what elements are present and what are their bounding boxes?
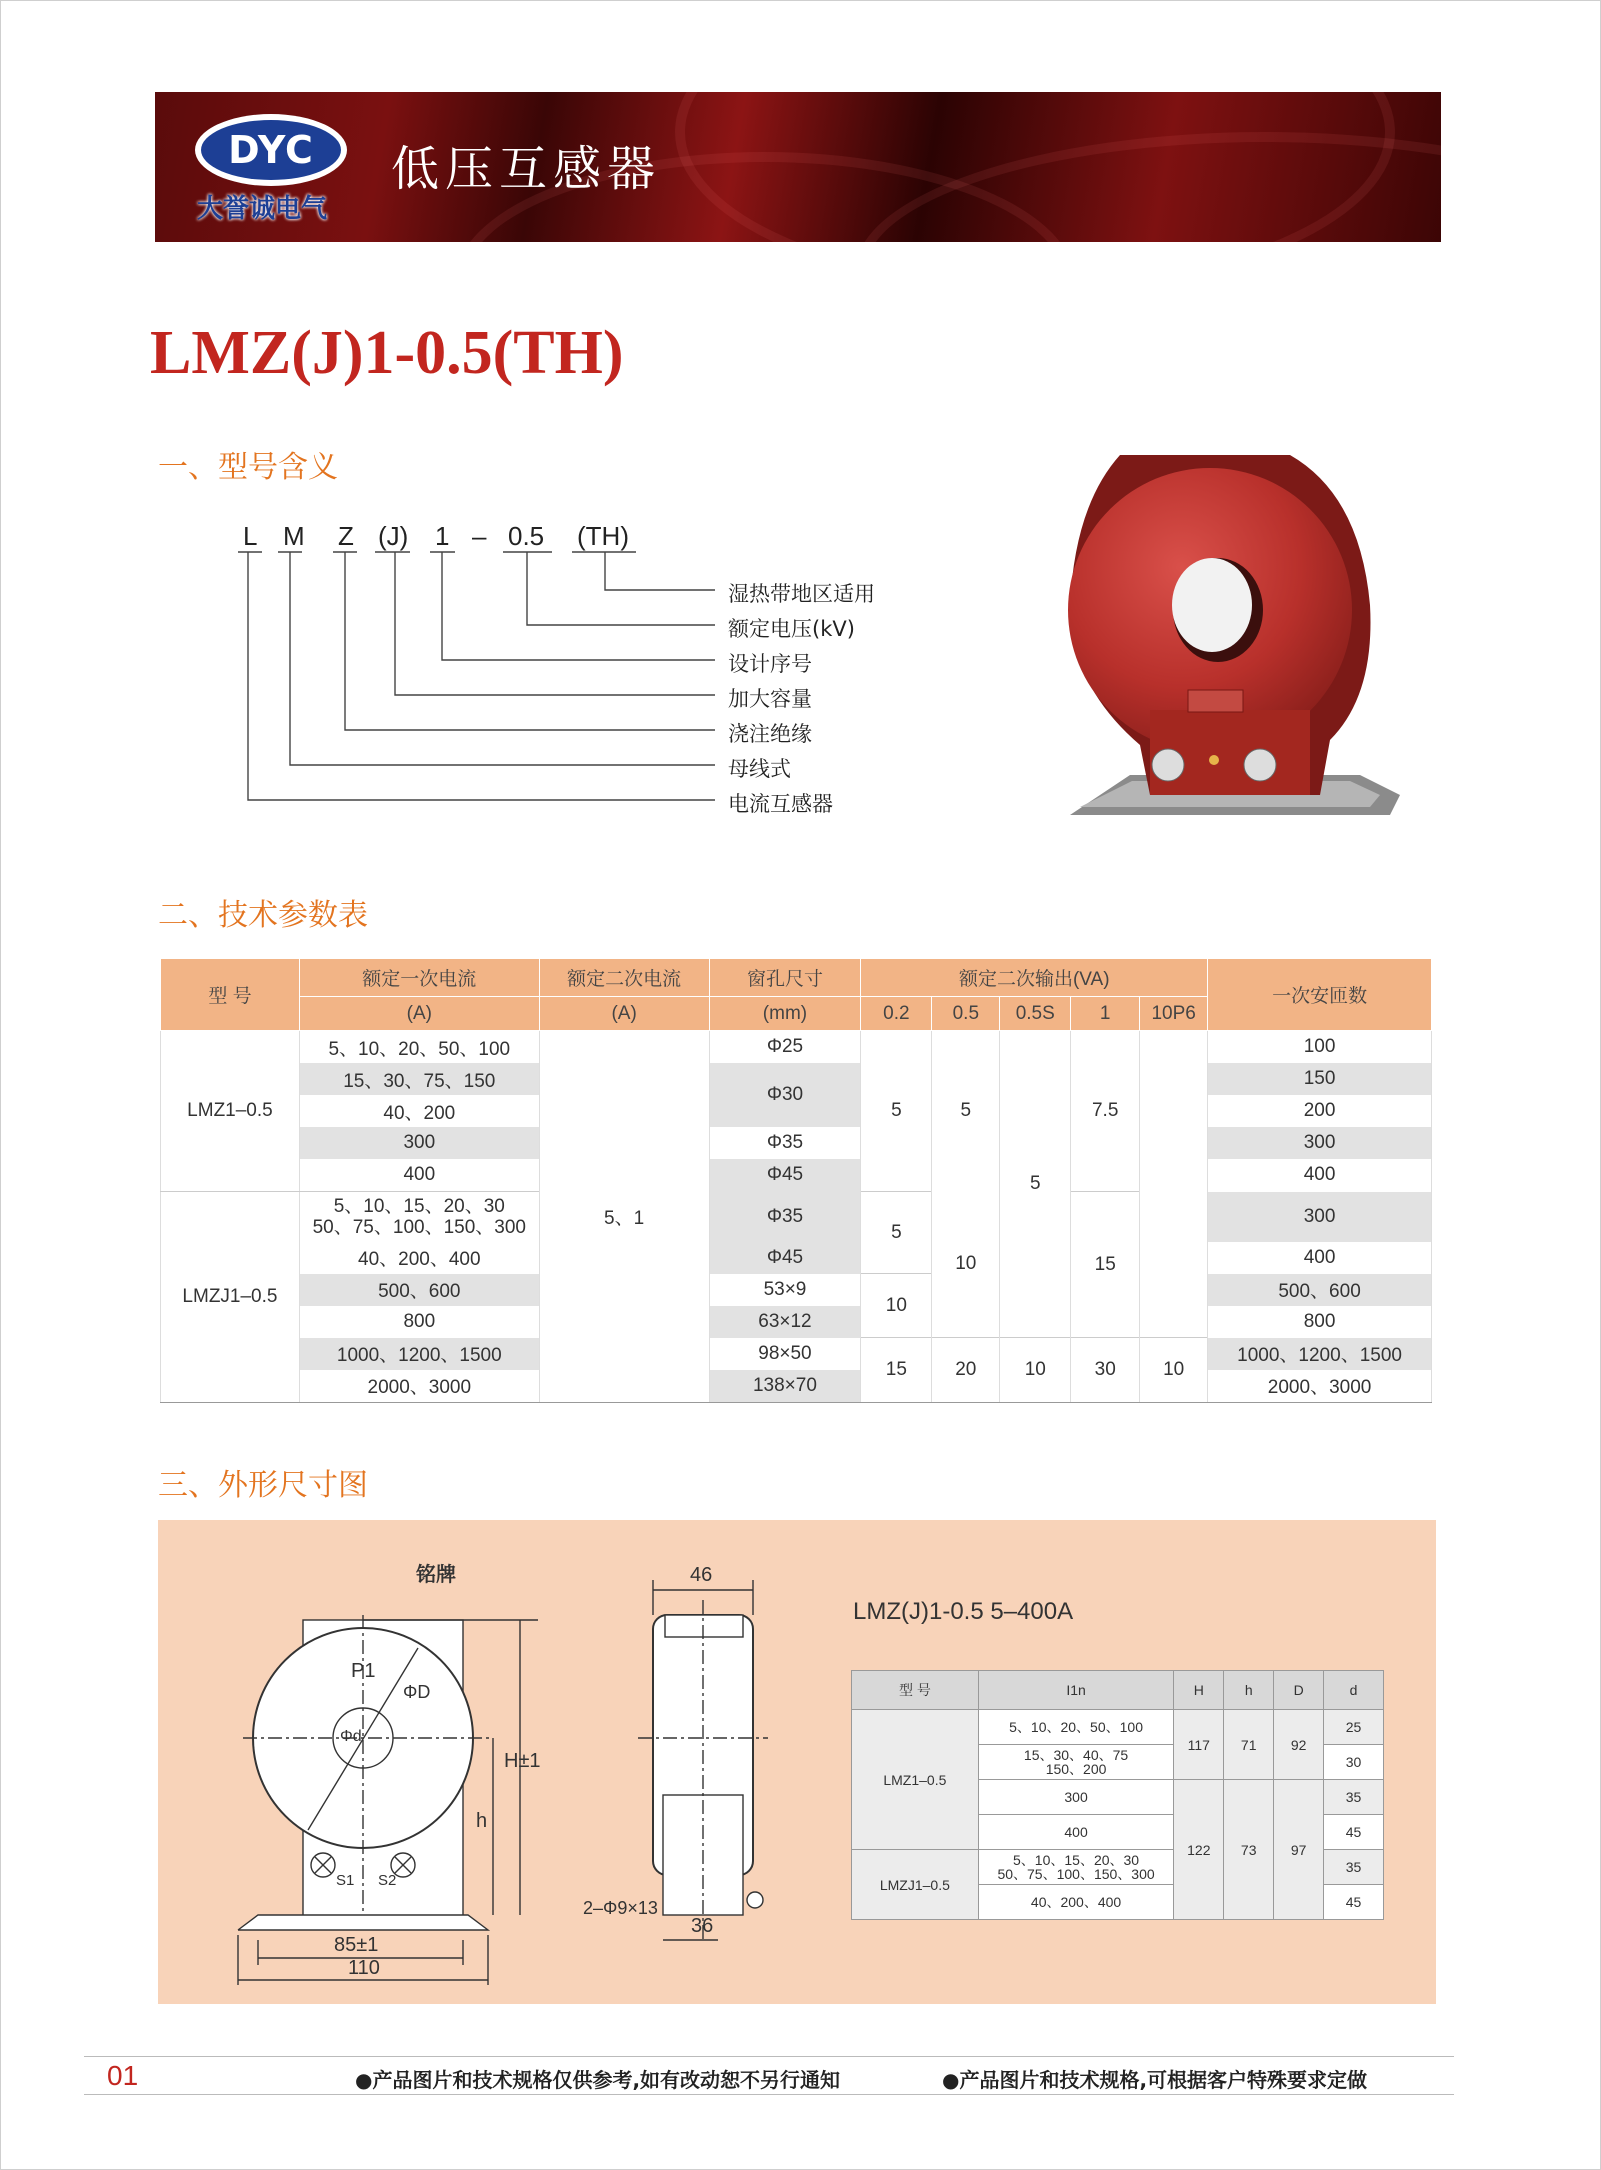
cell-turns: 400 (1208, 1159, 1432, 1192)
label-p1: P1 (351, 1660, 376, 1682)
th-class: 0.5 (932, 997, 1000, 1031)
dim-model: LMZ1–0.5 (852, 1710, 979, 1850)
code-meaning: 母线式 (728, 757, 791, 781)
code-meaning: 额定电压(kV) (728, 617, 855, 641)
dim-D: 92 (1274, 1710, 1324, 1780)
label-s1: S1 (336, 1872, 355, 1889)
cell-window: Φ35 (709, 1192, 861, 1242)
cell-window: Φ45 (709, 1159, 861, 1192)
dim-i1n: 5、10、20、50、100 (978, 1710, 1174, 1745)
cell-window: Φ45 (709, 1242, 861, 1274)
section-heading-model-meaning: 一、型号含义 (158, 450, 338, 485)
cell-current: 300 (299, 1127, 539, 1159)
dim-th: 型 号 (852, 1671, 979, 1710)
cell-window: 138×70 (709, 1370, 861, 1403)
table-row (161, 1127, 1432, 1159)
dim-H: 122 (1174, 1780, 1224, 1920)
footer-divider (84, 2056, 1454, 2057)
dim-d: 30 (1324, 1745, 1384, 1780)
th-class: 0.5S (1000, 997, 1071, 1031)
cell-current: 15、30、75、150 (299, 1063, 539, 1095)
cell-window: Φ30 (709, 1063, 861, 1127)
th-class: 10P6 (1140, 997, 1208, 1031)
cell-turns: 800 (1208, 1306, 1432, 1338)
table-row (161, 1159, 1432, 1192)
cell-turns: 1000、1200、1500 (1208, 1338, 1432, 1370)
code-char: – (472, 521, 487, 551)
cell-turns: 100 (1208, 1031, 1432, 1064)
cell-current: 400 (299, 1159, 539, 1192)
cell-current: 500、600 (299, 1274, 539, 1306)
th-output: 额定二次输出(VA) (861, 959, 1208, 997)
dimension-drawing (158, 1520, 778, 2004)
table-row (161, 1274, 1432, 1306)
dimension-table (851, 1670, 1384, 1920)
cell-turns: 150 (1208, 1063, 1432, 1095)
cell-output: 10 (861, 1274, 932, 1338)
tech-params-table (160, 958, 1432, 1403)
dim-d: 35 (1324, 1850, 1384, 1885)
dim-D: 97 (1274, 1780, 1324, 1920)
label-s2: S2 (378, 1872, 397, 1889)
code-meaning: 浇注绝缘 (728, 722, 812, 746)
cell-turns: 400 (1208, 1242, 1432, 1274)
code-meaning: 加大容量 (728, 687, 812, 711)
code-char: (J) (378, 521, 409, 551)
cell-secondary: 5、1 (539, 1031, 709, 1403)
dim-d: 25 (1324, 1710, 1384, 1745)
section-heading-tech-params: 二、技术参数表 (158, 898, 368, 933)
cell-turns: 2000、3000 (1208, 1370, 1432, 1403)
table-row (161, 1063, 1432, 1095)
cell-output: 5 (1000, 1031, 1071, 1338)
cell-window: Φ35 (709, 1127, 861, 1159)
dim-i1n (978, 1850, 1174, 1885)
label-phiD: ΦD (403, 1682, 431, 1702)
code-meaning: 电流互感器 (728, 792, 833, 816)
label-nameplate: 铭牌 (416, 1564, 456, 1586)
code-meaning: 设计序号 (728, 652, 812, 676)
section-heading-dimensions: 三、外形尺寸图 (158, 1468, 368, 1503)
cell-turns: 200 (1208, 1095, 1432, 1127)
table-row (161, 1306, 1432, 1338)
dim-d: 35 (1324, 1780, 1384, 1815)
cell-turns: 500、600 (1208, 1274, 1432, 1306)
cell-window: Φ25 (709, 1031, 861, 1064)
i1n-line: 150、200 (1045, 1761, 1107, 1777)
cell-turns: 300 (1208, 1127, 1432, 1159)
current-line: 50、75、100、150、300 (312, 1216, 526, 1238)
product-model-title: LMZ(J)1-0.5(TH) (150, 319, 624, 387)
dim-H: 117 (1174, 1710, 1224, 1780)
dim-i1n: 400 (978, 1815, 1174, 1850)
dimension-panel (158, 1520, 1436, 2004)
cell-output: 10 (1000, 1338, 1071, 1403)
dim-model: LMZJ1–0.5 (852, 1850, 979, 1920)
logo-text: DYC (201, 120, 341, 180)
cell-current: 1000、1200、1500 (299, 1338, 539, 1370)
cell-model: LMZJ1–0.5 (161, 1192, 300, 1403)
cell-current: 2000、3000 (299, 1370, 539, 1403)
code-char: Z (338, 521, 354, 551)
cell-output: 30 (1071, 1338, 1140, 1403)
label-width-85: 85±1 (334, 1934, 379, 1956)
cell-current (299, 1192, 539, 1242)
dimension-caption: LMZ(J)1-0.5 5–400A (853, 1598, 1074, 1625)
cell-window: 63×12 (709, 1306, 861, 1338)
label-phid: Φd (340, 1728, 362, 1745)
cell-output: 20 (932, 1338, 1000, 1403)
dim-th: D (1274, 1671, 1324, 1710)
cell-output: 5 (932, 1031, 1000, 1192)
dim-th: h (1224, 1671, 1274, 1710)
label-side-46: 46 (690, 1564, 713, 1586)
table-row (161, 1370, 1432, 1403)
code-char: (TH) (577, 521, 629, 551)
cell-output (1140, 1031, 1208, 1338)
i1n-line: 15、30、40、75 (1023, 1747, 1129, 1763)
product-photo (1060, 455, 1410, 825)
table-row (161, 1031, 1432, 1064)
label-width-110: 110 (348, 1957, 380, 1979)
cell-current: 800 (299, 1306, 539, 1338)
cell-output: 15 (1071, 1192, 1140, 1338)
th-class: 0.2 (861, 997, 932, 1031)
dim-h: 71 (1224, 1710, 1274, 1780)
table-row (161, 1192, 1432, 1242)
th-window: 窗孔尺寸 (709, 959, 861, 997)
cell-window: 53×9 (709, 1274, 861, 1306)
current-line: 5、10、15、20、30 (333, 1195, 505, 1217)
dim-i1n: 40、200、400 (978, 1885, 1174, 1920)
dim-th: H (1174, 1671, 1224, 1710)
th-model: 型 号 (161, 959, 300, 1031)
logo-subtext: 大誉诚电气 (197, 194, 328, 224)
th-class: 1 (1071, 997, 1140, 1031)
dim-d: 45 (1324, 1815, 1384, 1850)
dim-h: 73 (1224, 1780, 1274, 1920)
code-char: 0.5 (508, 521, 545, 551)
page-number: 01 (107, 2060, 139, 2091)
th-unit: (mm) (709, 997, 861, 1031)
cell-output: 10 (1140, 1338, 1208, 1403)
cell-current: 40、200、400 (299, 1242, 539, 1274)
dim-d: 45 (1324, 1885, 1384, 1920)
code-char: L (243, 521, 258, 551)
code-meaning: 湿热带地区适用 (728, 582, 875, 606)
footer-note: ●产品图片和技术规格,可根据客户特殊要求定做 (942, 2068, 1368, 2092)
header-title: 低压互感器 (391, 141, 662, 197)
cell-turns: 300 (1208, 1192, 1432, 1242)
label-hole: 2–Φ9×13 (583, 1898, 658, 1918)
dim-th: I1n (978, 1671, 1174, 1710)
code-char: M (283, 521, 305, 551)
i1n-line: 50、75、100、150、300 (997, 1866, 1155, 1882)
code-char: 1 (435, 521, 450, 551)
cell-output: 7.5 (1071, 1031, 1140, 1192)
label-h: h (476, 1810, 488, 1832)
footer-divider (84, 2094, 1454, 2095)
th-secondary-current: 额定二次电流 (539, 959, 709, 997)
cell-model: LMZ1–0.5 (161, 1031, 300, 1192)
cell-output: 5 (861, 1031, 932, 1192)
table-row (161, 1242, 1432, 1274)
i1n-line: 5、10、15、20、30 (1013, 1852, 1140, 1868)
label-side-36: 36 (691, 1915, 714, 1937)
dim-i1n (978, 1745, 1174, 1780)
cell-output: 5 (861, 1192, 932, 1274)
cell-current: 40、200 (299, 1095, 539, 1127)
th-unit: (A) (299, 997, 539, 1031)
table-row (161, 1338, 1432, 1370)
th-turns: 一次安匝数 (1208, 959, 1432, 1031)
cell-window: 98×50 (709, 1338, 861, 1370)
th-primary-current: 额定一次电流 (299, 959, 539, 997)
cell-output: 10 (932, 1192, 1000, 1338)
dim-i1n: 300 (978, 1780, 1174, 1815)
cell-output: 15 (861, 1338, 932, 1403)
dim-th: d (1324, 1671, 1384, 1710)
footer-note: ●产品图片和技术规格仅供参考,如有改动恕不另行通知 (355, 2068, 841, 2092)
th-unit: (A) (539, 997, 709, 1031)
label-H: H±1 (504, 1750, 541, 1772)
cell-current: 5、10、20、50、100 (299, 1031, 539, 1064)
